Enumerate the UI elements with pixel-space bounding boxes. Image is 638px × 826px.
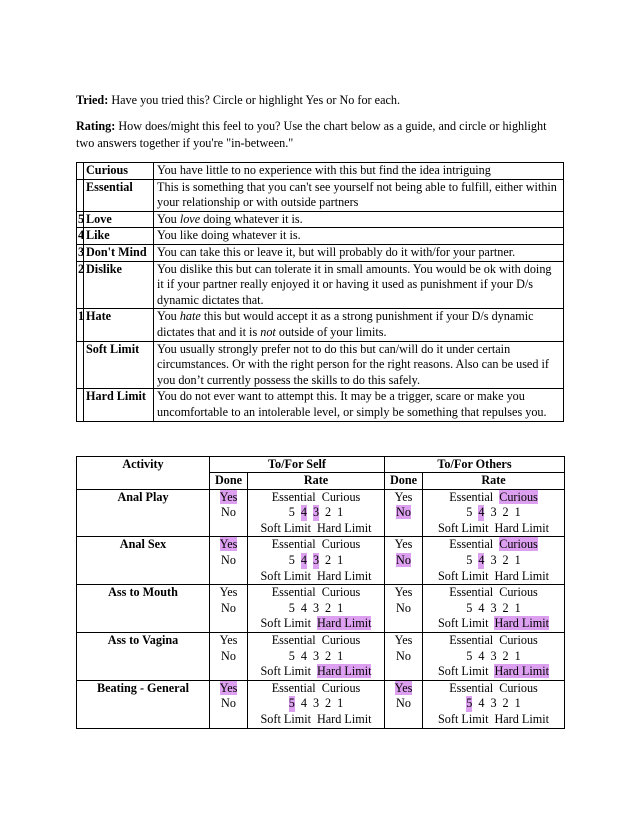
self-rating-2-option[interactable]: 2 (325, 553, 332, 568)
self-rating-4-option[interactable]: 4 (300, 553, 307, 568)
others-rating-5-option[interactable]: 5 (466, 648, 473, 663)
worksheet-page (76, 92, 564, 729)
others-essential-option[interactable]: Essential (449, 489, 494, 504)
self-rate-limits-line (248, 569, 384, 585)
legend-row (77, 389, 564, 421)
self-rate-limits-line (248, 616, 384, 632)
self-done-no-line (210, 505, 247, 521)
self-essential-option[interactable]: Essential (271, 537, 316, 552)
others-rating-3-option[interactable]: 3 (490, 696, 497, 711)
self-done-cell (210, 633, 248, 681)
others-rating-5-option[interactable]: 5 (466, 505, 473, 520)
others-done-no-line (385, 505, 422, 521)
self-rating-3-option[interactable]: 3 (312, 648, 320, 663)
self-rate-cell (248, 537, 385, 585)
others-yes-option[interactable]: Yes (394, 680, 413, 695)
others-soft-limit-option[interactable]: Soft Limit (438, 520, 489, 535)
others-curious-option[interactable]: Curious (499, 537, 538, 552)
others-rate-cell (423, 585, 565, 633)
self-rate-numbers-line (248, 505, 384, 521)
self-done-yes-line (210, 490, 247, 506)
legend-description (154, 309, 564, 341)
tried-text: Have you tried this? Circle or highlight Yes or No for each. (108, 93, 401, 107)
legend-name: Love (84, 211, 154, 228)
tried-label: Tried: (76, 93, 109, 107)
self-rating-1-option[interactable]: 1 (337, 600, 344, 615)
others-rate-top-line (423, 537, 564, 553)
self-no-option[interactable]: No (221, 505, 236, 520)
others-done-yes-line (385, 537, 422, 553)
self-rate-top-line (248, 585, 384, 601)
header-row (77, 456, 565, 473)
others-rate-cell (423, 537, 565, 585)
self-rating-2-option[interactable]: 2 (325, 648, 332, 663)
self-essential-option[interactable]: Essential (271, 633, 316, 648)
self-rating-4-option[interactable]: 4 (300, 505, 307, 520)
self-soft-limit-option[interactable]: Soft Limit (260, 712, 311, 726)
legend-name: Dislike (84, 261, 154, 309)
others-soft-limit-option[interactable]: Soft Limit (438, 664, 489, 679)
self-rating-5-option[interactable]: 5 (288, 696, 295, 711)
legend-desc-emphasis: hate (179, 309, 201, 324)
self-curious-option[interactable]: Curious (321, 633, 361, 648)
others-no-option[interactable]: No (396, 600, 411, 615)
others-done-yes-line (385, 490, 422, 506)
activity-name: Anal Play (77, 489, 210, 537)
self-no-option[interactable]: No (221, 553, 236, 568)
others-no-option[interactable]: No (396, 696, 411, 711)
others-rating-4-option[interactable]: 4 (478, 696, 485, 711)
others-no-option[interactable]: No (396, 648, 411, 663)
self-rate-top-line (248, 681, 384, 697)
self-essential-option[interactable]: Essential (271, 680, 316, 695)
legend-number (77, 341, 84, 389)
activities-table (76, 456, 565, 729)
others-rating-4-option[interactable]: 4 (478, 600, 485, 615)
others-rating-2-option[interactable]: 2 (502, 553, 509, 568)
self-hard-limit-option[interactable]: Hard Limit (316, 664, 372, 679)
self-done-header: Done (210, 473, 248, 490)
rating-legend-table (76, 162, 564, 422)
others-rating-1-option[interactable]: 1 (514, 696, 521, 711)
legend-row (77, 244, 564, 261)
others-rate-top-line (423, 633, 564, 649)
others-soft-limit-option[interactable]: Soft Limit (438, 568, 489, 583)
legend-number: 4 (77, 228, 84, 245)
others-essential-option[interactable]: Essential (449, 537, 494, 552)
others-rate-cell (423, 680, 565, 728)
others-hard-limit-option[interactable]: Hard Limit (494, 520, 549, 535)
legend-number (77, 163, 84, 180)
others-essential-option[interactable]: Essential (449, 585, 494, 600)
legend-name: Like (84, 228, 154, 245)
others-rating-5-option[interactable]: 5 (466, 696, 473, 711)
legend-desc-text: outside of your limits. (275, 324, 387, 339)
others-rate-numbers-line (423, 505, 564, 521)
rating-label: Rating: (76, 119, 116, 133)
self-essential-option[interactable]: Essential (271, 585, 316, 600)
others-rate-limits-line (423, 664, 564, 680)
legend-number (77, 389, 84, 421)
self-rating-3-option[interactable]: 3 (312, 696, 320, 711)
self-essential-option[interactable]: Essential (271, 489, 316, 504)
self-done-yes-line (210, 585, 247, 601)
self-rating-5-option[interactable]: 5 (288, 600, 295, 615)
others-rating-2-option[interactable]: 2 (502, 505, 509, 520)
others-done-cell (385, 633, 423, 681)
legend-name: Essential (84, 179, 154, 211)
self-done-cell (210, 585, 248, 633)
legend-number: 2 (77, 261, 84, 309)
self-curious-option[interactable]: Curious (321, 680, 361, 695)
self-rating-1-option[interactable]: 1 (337, 696, 344, 711)
others-rate-top-line (423, 681, 564, 697)
legend-description: You dislike this but can tolerate it in small amounts. You would be ok with doing it if your partner really enjoyed it or having it used as punishment if your D/s dynamic dictates that. (154, 261, 564, 309)
legend-description: You usually strongly prefer not to do this but can/will do it under certain circumstances. Or with the right person for the right reasons. Also can be used if you don’t currently possess the skills to do this safely. (154, 341, 564, 389)
legend-number (77, 179, 84, 211)
activity-row (77, 585, 565, 633)
others-rate-limits-line (423, 712, 564, 728)
self-header: To/For Self (210, 456, 385, 473)
self-done-no-line (210, 601, 247, 617)
legend-description: You do not ever want to attempt this. It may be a trigger, scare or make you uncomfortable to an intolerable level, or simply be something that repulses you. (154, 389, 564, 421)
legend-desc-emphasis: not (260, 324, 276, 339)
others-rate-cell (423, 489, 565, 537)
others-yes-option[interactable]: Yes (394, 633, 413, 648)
others-rate-cell (423, 633, 565, 681)
self-done-yes-line (210, 537, 247, 553)
self-curious-option[interactable]: Curious (321, 585, 361, 600)
self-rating-1-option[interactable]: 1 (337, 648, 344, 663)
others-soft-limit-option[interactable]: Soft Limit (438, 616, 489, 631)
self-rating-5-option[interactable]: 5 (288, 553, 295, 568)
self-done-yes-line (210, 681, 247, 697)
self-soft-limit-option[interactable]: Soft Limit (260, 664, 311, 679)
legend-row (77, 228, 564, 245)
legend-desc-emphasis: love (179, 211, 201, 226)
legend-description: You can take this or leave it, but will probably do it with/for your partner. (154, 244, 564, 261)
self-rate-top-line (248, 490, 384, 506)
self-rating-5-option[interactable]: 5 (288, 505, 295, 520)
others-hard-limit-option[interactable]: Hard Limit (494, 568, 549, 583)
others-curious-option[interactable]: Curious (499, 633, 538, 648)
others-yes-option[interactable]: Yes (394, 585, 413, 600)
self-done-cell (210, 537, 248, 585)
rating-text: How does/might this feel to you? Use the chart below as a guide, and circle or highlight two answers together if you're "in-between." (76, 119, 547, 150)
activity-row (77, 537, 565, 585)
others-done-no-line (385, 649, 422, 665)
self-yes-option[interactable]: Yes (219, 633, 238, 648)
rating-instructions (76, 118, 564, 152)
activity-row (77, 680, 565, 728)
self-rating-3-option[interactable]: 3 (312, 553, 320, 568)
legend-name: Curious (84, 163, 154, 180)
activity-row (77, 489, 565, 537)
self-no-option[interactable]: No (221, 696, 236, 711)
others-hard-limit-option[interactable]: Hard Limit (494, 616, 549, 631)
others-done-yes-line (385, 633, 422, 649)
others-done-cell (385, 489, 423, 537)
others-done-cell (385, 585, 423, 633)
legend-name: Hate (84, 309, 154, 341)
self-rate-numbers-line (248, 696, 384, 712)
self-rating-2-option[interactable]: 2 (325, 696, 332, 711)
others-rate-limits-line (423, 521, 564, 537)
others-rate-limits-line (423, 616, 564, 632)
others-done-yes-line (385, 585, 422, 601)
self-rating-2-option[interactable]: 2 (325, 600, 332, 615)
self-rating-5-option[interactable]: 5 (288, 648, 295, 663)
activity-name: Ass to Mouth (77, 585, 210, 633)
legend-name: Hard Limit (84, 389, 154, 421)
legend-description: You like doing whatever it is. (154, 228, 564, 245)
others-rating-5-option[interactable]: 5 (466, 600, 473, 615)
self-hard-limit-option[interactable]: Hard Limit (316, 712, 372, 726)
tried-instructions (76, 92, 564, 109)
legend-row (77, 341, 564, 389)
others-rating-3-option[interactable]: 3 (490, 505, 497, 520)
legend-number: 5 (77, 211, 84, 228)
self-rating-4-option[interactable]: 4 (300, 696, 307, 711)
self-rating-3-option[interactable]: 3 (312, 600, 320, 615)
others-rating-2-option[interactable]: 2 (502, 600, 509, 615)
self-rate-top-line (248, 633, 384, 649)
others-rate-numbers-line (423, 553, 564, 569)
legend-desc-text: this but would accept it as a strong punishment if your D/s dynamic dictates that and it is (157, 309, 534, 339)
others-done-yes-line (385, 681, 422, 697)
self-hard-limit-option[interactable]: Hard Limit (316, 520, 372, 535)
self-yes-option[interactable]: Yes (219, 680, 238, 695)
activity-name: Anal Sex (77, 537, 210, 585)
self-done-no-line (210, 696, 247, 712)
self-hard-limit-option[interactable]: Hard Limit (316, 616, 372, 631)
self-rating-2-option[interactable]: 2 (325, 505, 332, 520)
others-rating-4-option[interactable]: 4 (478, 505, 485, 520)
self-soft-limit-option[interactable]: Soft Limit (260, 616, 311, 631)
legend-row (77, 261, 564, 309)
self-rate-cell (248, 585, 385, 633)
legend-description: You have little to no experience with this but find the idea intriguing (154, 163, 564, 180)
others-rating-5-option[interactable]: 5 (466, 553, 473, 568)
self-rating-3-option[interactable]: 3 (312, 505, 320, 520)
legend-number: 1 (77, 309, 84, 341)
self-rate-numbers-line (248, 649, 384, 665)
self-soft-limit-option[interactable]: Soft Limit (260, 520, 311, 535)
others-curious-option[interactable]: Curious (499, 680, 538, 695)
self-hard-limit-option[interactable]: Hard Limit (316, 568, 372, 583)
others-yes-option[interactable]: Yes (394, 489, 413, 504)
others-yes-option[interactable]: Yes (394, 537, 413, 552)
others-rate-limits-line (423, 569, 564, 585)
self-rating-4-option[interactable]: 4 (300, 648, 307, 663)
legend-row (77, 179, 564, 211)
self-done-cell (210, 489, 248, 537)
others-no-option[interactable]: No (396, 553, 411, 568)
others-rating-3-option[interactable]: 3 (490, 553, 497, 568)
self-yes-option[interactable]: Yes (219, 585, 238, 600)
self-rate-cell (248, 633, 385, 681)
self-rate-cell (248, 489, 385, 537)
others-rating-3-option[interactable]: 3 (490, 648, 497, 663)
others-rate-top-line (423, 585, 564, 601)
self-soft-limit-option[interactable]: Soft Limit (260, 568, 311, 583)
self-rate-limits-line (248, 521, 384, 537)
others-rating-4-option[interactable]: 4 (478, 648, 485, 663)
self-rate-numbers-line (248, 553, 384, 569)
others-rating-1-option[interactable]: 1 (514, 505, 521, 520)
others-soft-limit-option[interactable]: Soft Limit (438, 712, 489, 726)
self-curious-option[interactable]: Curious (321, 489, 361, 504)
legend-name: Soft Limit (84, 341, 154, 389)
others-rating-1-option[interactable]: 1 (514, 600, 521, 615)
legend-description (154, 211, 564, 228)
self-no-option[interactable]: No (221, 648, 236, 663)
others-rating-4-option[interactable]: 4 (478, 553, 485, 568)
others-no-option[interactable]: No (396, 505, 411, 520)
others-done-cell (385, 680, 423, 728)
self-rate-limits-line (248, 712, 384, 728)
self-no-option[interactable]: No (221, 600, 236, 615)
others-rating-2-option[interactable]: 2 (502, 648, 509, 663)
others-rate-numbers-line (423, 601, 564, 617)
legend-desc-text: doing whatever it is. (200, 211, 303, 226)
others-essential-option[interactable]: Essential (449, 680, 494, 695)
others-rating-1-option[interactable]: 1 (514, 553, 521, 568)
legend-name: Don't Mind (84, 244, 154, 261)
self-done-no-line (210, 649, 247, 665)
self-rating-4-option[interactable]: 4 (300, 600, 307, 615)
self-curious-option[interactable]: Curious (321, 537, 361, 552)
others-curious-option[interactable]: Curious (499, 489, 538, 504)
others-done-no-line (385, 601, 422, 617)
self-rate-numbers-line (248, 601, 384, 617)
others-hard-limit-option[interactable]: Hard Limit (494, 712, 549, 726)
others-done-no-line (385, 553, 422, 569)
legend-desc-text: You (157, 309, 180, 324)
self-yes-option[interactable]: Yes (219, 489, 238, 504)
legend-row (77, 163, 564, 180)
legend-row (77, 309, 564, 341)
activity-rows (77, 489, 565, 728)
others-rating-3-option[interactable]: 3 (490, 600, 497, 615)
activity-row (77, 633, 565, 681)
others-done-cell (385, 537, 423, 585)
activity-header: Activity (77, 456, 210, 489)
activity-name: Ass to Vagina (77, 633, 210, 681)
legend-description: This is something that you can't see yourself not being able to fulfill, either within your relationship or with outside partners (154, 179, 564, 211)
others-header: To/For Others (385, 456, 565, 473)
self-rating-1-option[interactable]: 1 (337, 553, 344, 568)
self-done-no-line (210, 553, 247, 569)
legend-desc-text: You (157, 211, 180, 226)
self-rate-top-line (248, 537, 384, 553)
legend-row (77, 211, 564, 228)
others-curious-option[interactable]: Curious (499, 585, 538, 600)
others-rating-1-option[interactable]: 1 (514, 648, 521, 663)
others-done-header: Done (385, 473, 423, 490)
others-essential-option[interactable]: Essential (449, 633, 494, 648)
others-hard-limit-option[interactable]: Hard Limit (494, 664, 549, 679)
self-rate-limits-line (248, 664, 384, 680)
self-yes-option[interactable]: Yes (219, 537, 238, 552)
self-rate-cell (248, 680, 385, 728)
others-rate-header: Rate (423, 473, 565, 490)
self-done-cell (210, 680, 248, 728)
self-rating-1-option[interactable]: 1 (337, 505, 344, 520)
legend-number: 3 (77, 244, 84, 261)
others-rating-2-option[interactable]: 2 (502, 696, 509, 711)
others-rate-top-line (423, 490, 564, 506)
others-done-no-line (385, 696, 422, 712)
activity-name: Beating - General (77, 680, 210, 728)
others-rate-numbers-line (423, 696, 564, 712)
others-rate-numbers-line (423, 649, 564, 665)
self-done-yes-line (210, 633, 247, 649)
self-rate-header: Rate (248, 473, 385, 490)
